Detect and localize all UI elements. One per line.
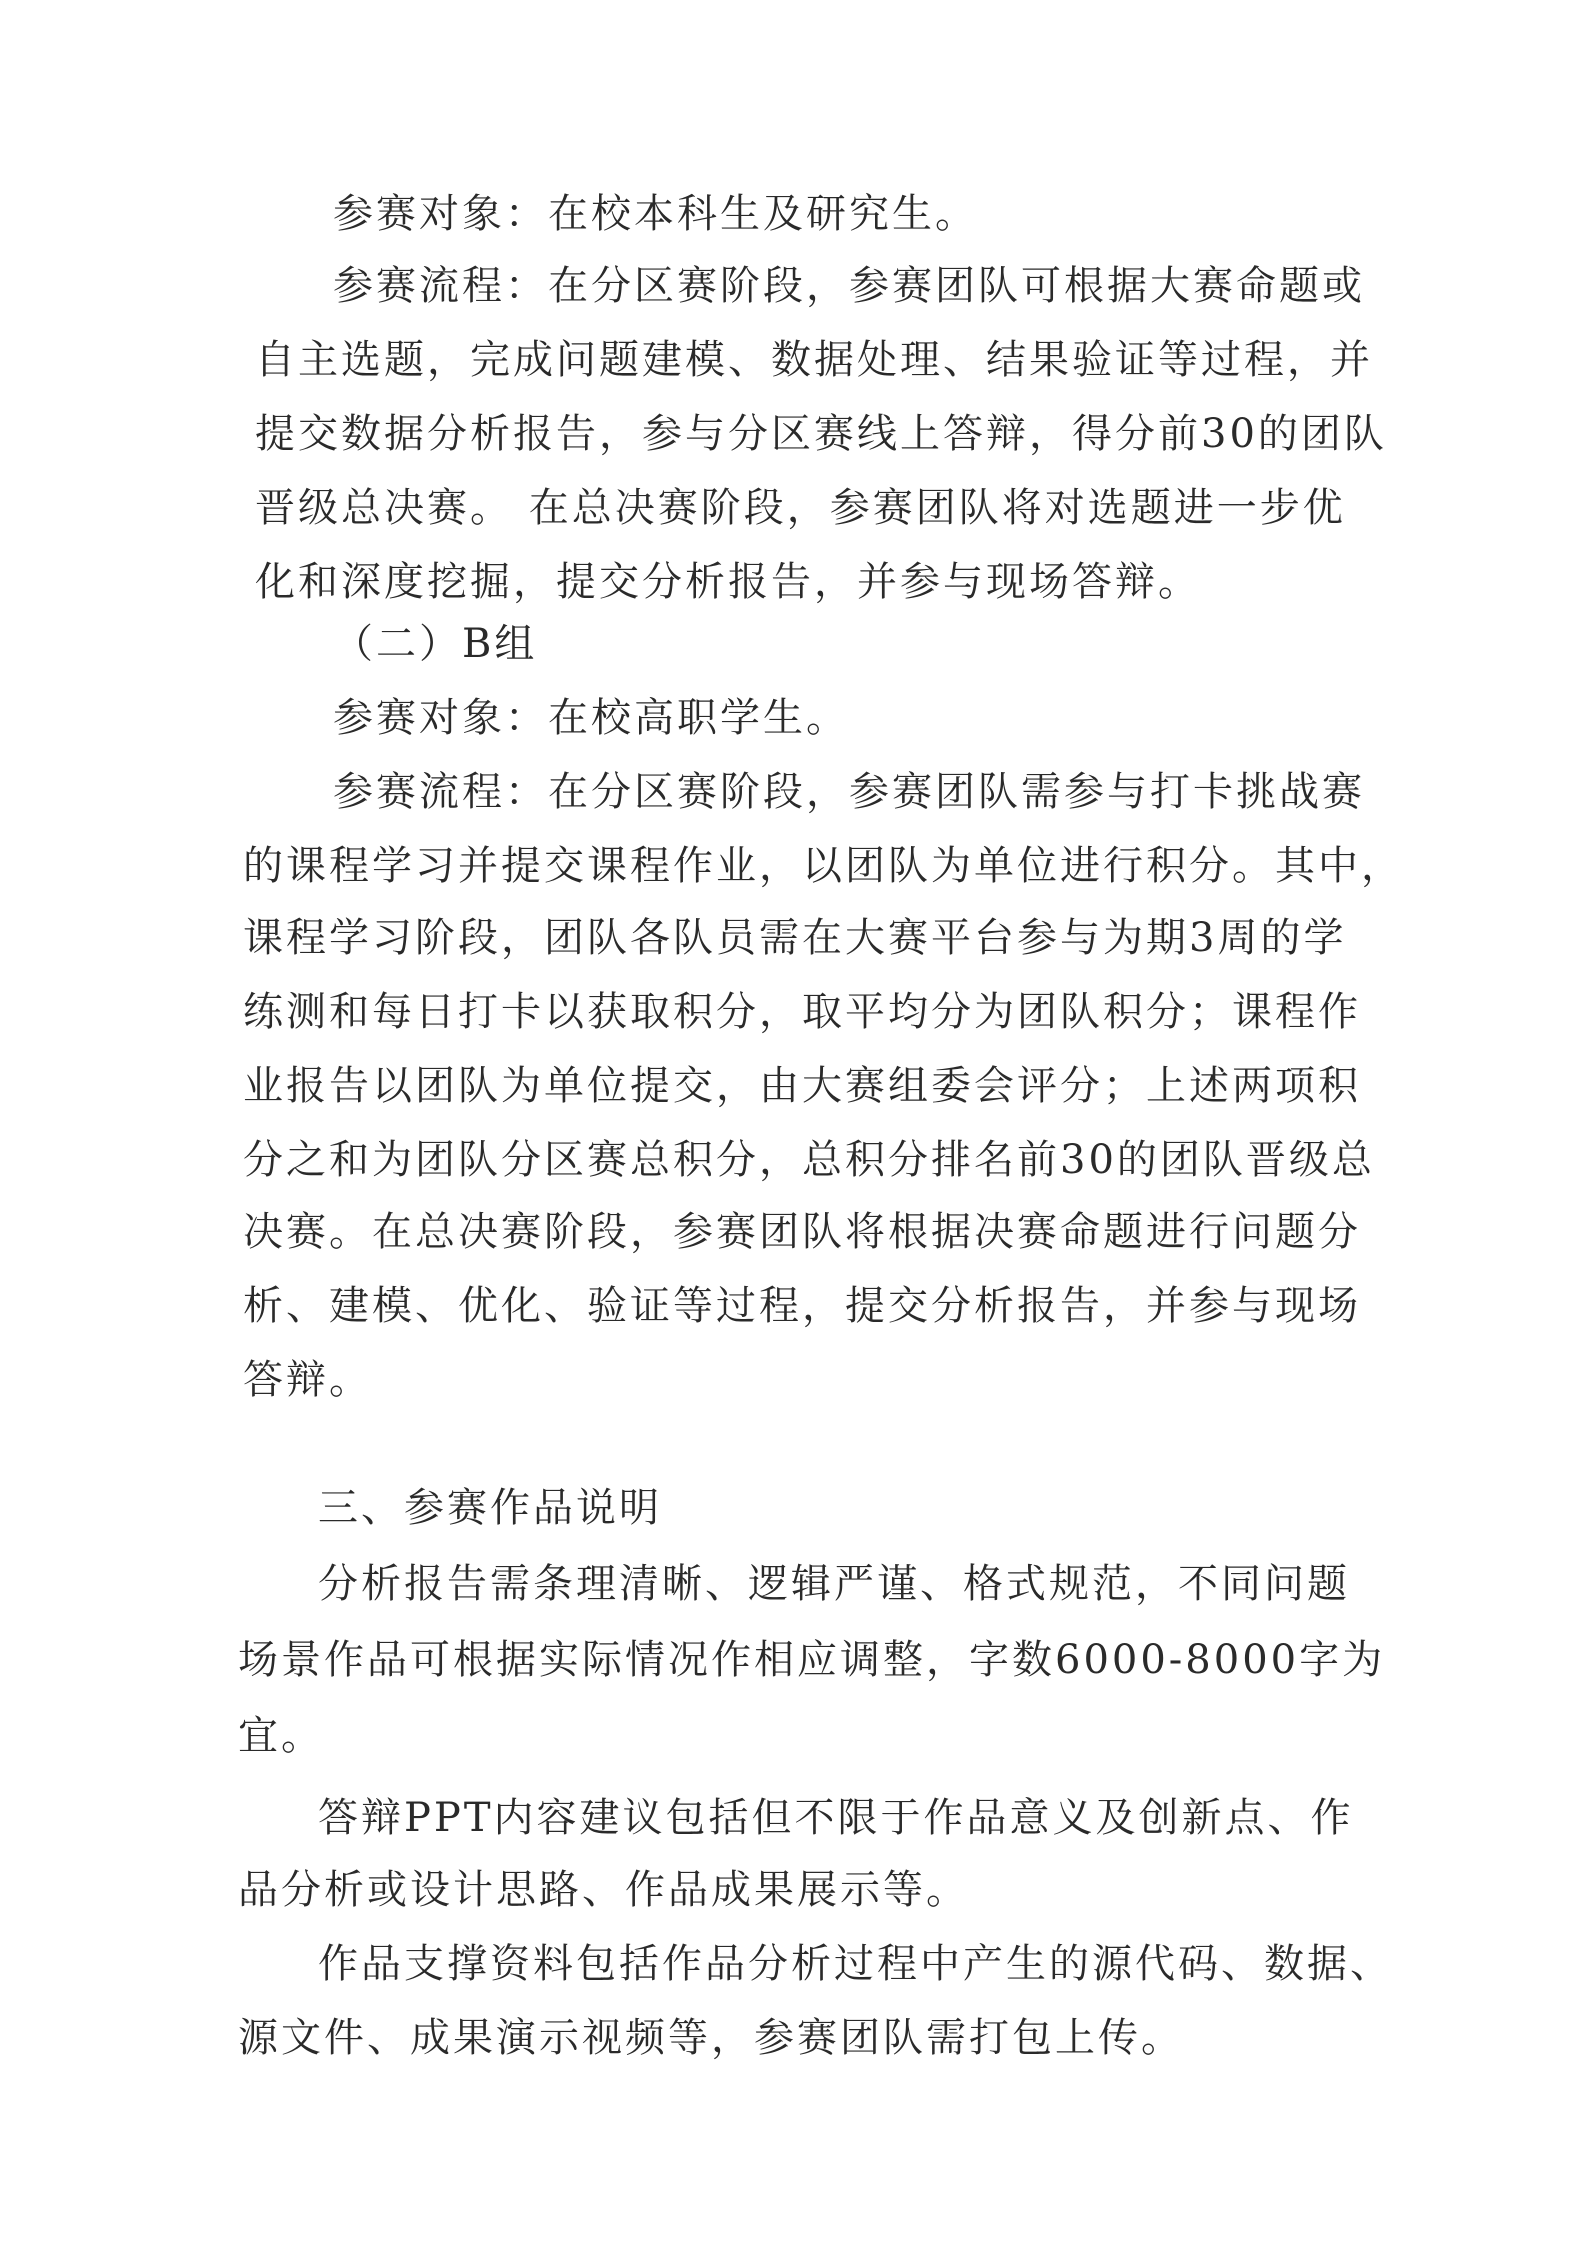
text-line: 参赛流程：在分区赛阶段，参赛团队需参与打卡挑战赛: [333, 769, 1365, 815]
text-line: 品分析或设计思路、作品成果展示等。: [238, 1867, 969, 1913]
text-line: 化和深度挖掘，提交分析报告，并参与现场答辩。: [255, 559, 1201, 605]
section-heading: （二）B组: [333, 621, 538, 667]
text-line: 自主选题，完成问题建模、数据处理、结果验证等过程，并: [255, 337, 1373, 383]
text-line: 场景作品可根据实际情况作相应调整，字数6000-8000字为: [238, 1637, 1386, 1683]
text-line: 析、建模、优化、验证等过程，提交分析报告，并参与现场: [243, 1283, 1361, 1329]
text-line: 答辩PPT内容建议包括但不限于作品意义及创新点、作: [318, 1795, 1354, 1841]
text-line: 源文件、成果演示视频等，参赛团队需打包上传。: [238, 2015, 1184, 2061]
text-line: 参赛对象：在校高职学生。: [333, 695, 849, 741]
text-line: 参赛对象：在校本科生及研究生。: [333, 191, 978, 237]
text-line: 业报告以团队为单位提交，由大赛组委会评分；上述两项积: [243, 1063, 1361, 1109]
text-line: 分析报告需条理清晰、逻辑严谨、格式规范，不同问题: [318, 1561, 1350, 1607]
text-line: 的课程学习并提交课程作业，以团队为单位进行积分。其中，: [243, 843, 1404, 889]
text-line: 分之和为团队分区赛总积分，总积分排名前30的团队晋级总: [243, 1137, 1375, 1183]
text-line: 晋级总决赛。 在总决赛阶段，参赛团队将对选题进一步优: [255, 485, 1346, 531]
text-line: 宜。: [238, 1713, 324, 1759]
text-line: 练测和每日打卡以获取积分，取平均分为团队积分；课程作: [243, 989, 1361, 1035]
section-heading: 三、参赛作品说明: [318, 1485, 662, 1531]
text-line: 作品支撑资料包括作品分析过程中产生的源代码、数据、: [318, 1941, 1393, 1987]
text-line: 决赛。在总决赛阶段，参赛团队将根据决赛命题进行问题分: [243, 1209, 1361, 1255]
text-line: 参赛流程：在分区赛阶段，参赛团队可根据大赛命题或: [333, 263, 1365, 309]
text-line: 答辩。: [243, 1357, 372, 1403]
text-line: 课程学习阶段，团队各队员需在大赛平台参与为期3周的学: [243, 915, 1347, 961]
text-line: 提交数据分析报告，参与分区赛线上答辩，得分前30的团队: [255, 411, 1387, 457]
